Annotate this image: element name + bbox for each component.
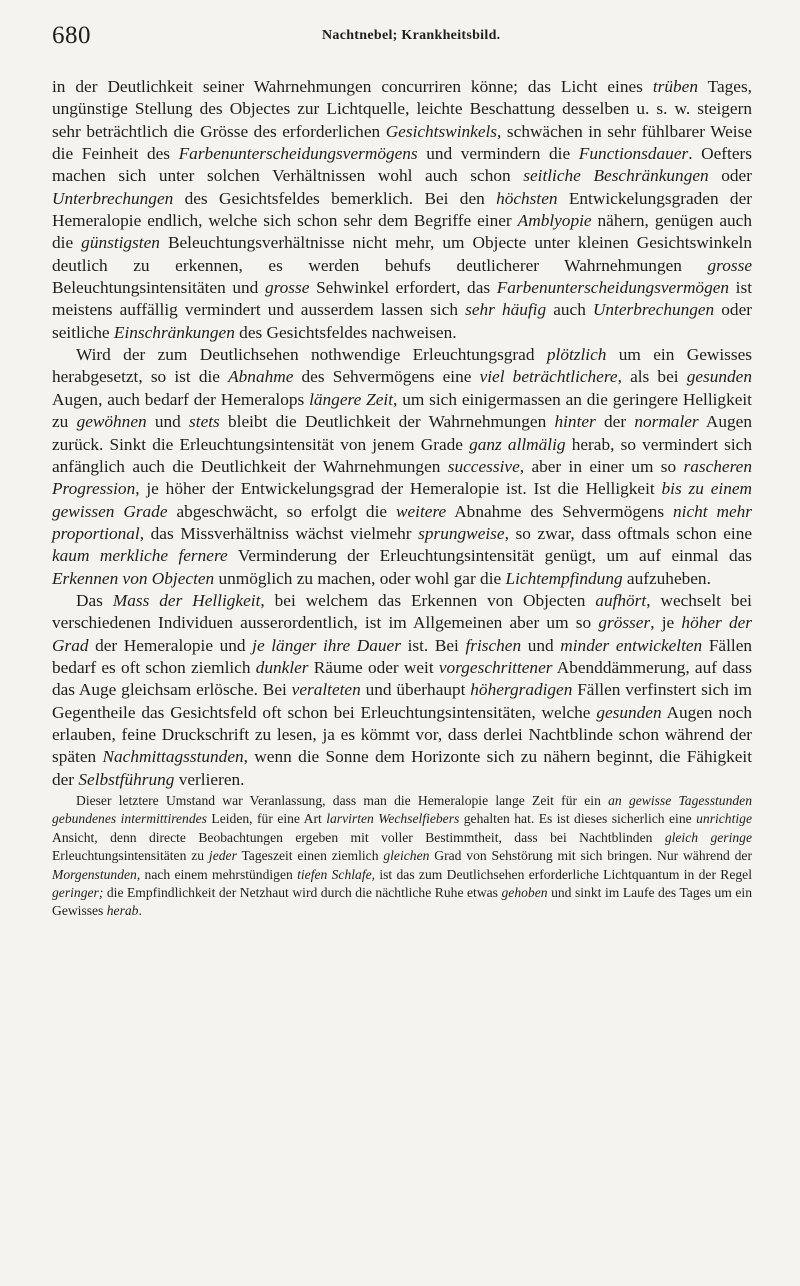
- text-run: Verminderung der Erleuchtungsintensität genügt, um auf einmal das: [227, 546, 752, 566]
- italic-run: gehoben: [501, 885, 548, 901]
- italic-run: günstigsten: [81, 233, 160, 253]
- italic-run: Selbstführung: [78, 769, 175, 789]
- italic-run: höher der Grad: [52, 613, 752, 655]
- paragraph: [52, 590, 752, 791]
- text-run: nähern, genügen auch die: [52, 211, 752, 253]
- text-run: ist. Bei: [400, 635, 466, 655]
- body-text: [52, 76, 752, 921]
- italic-run: Nachmittagsstunden: [102, 747, 244, 767]
- italic-run: ganz allmälig: [469, 434, 566, 454]
- italic-run: Functionsdauer: [578, 144, 689, 164]
- text-run: , bei welchem das Erkennen von Objecten: [260, 590, 596, 610]
- italic-run: grösser: [598, 613, 651, 633]
- italic-run: Abnahme: [228, 367, 294, 387]
- text-run: verlieren.: [174, 769, 245, 789]
- italic-run: nicht mehr proportional: [52, 501, 753, 543]
- text-run: Sehwinkel erfordert, das: [309, 278, 497, 298]
- italic-run: rascheren Progression: [52, 456, 752, 499]
- text-run: , je höher der Entwickelungsgrad der Hemeralopie ist. Ist die Helligkeit: [135, 479, 662, 499]
- italic-run: sprungweise: [418, 523, 505, 543]
- italic-run: herab: [106, 903, 139, 919]
- text-run: um ein Gewisses herabgesetzt, so ist die: [52, 345, 752, 387]
- text-run: und vermindern die: [417, 144, 579, 164]
- italic-run: veralteten: [291, 680, 361, 700]
- text-run: Leiden, für eine Art: [206, 811, 327, 827]
- footnote-paragraph: [52, 792, 752, 921]
- italic-run: an gewisse Tagesstunden gebundenes intermittirendes: [52, 793, 752, 827]
- italic-run: minder entwickelten: [560, 635, 703, 655]
- text-run: auch: [546, 300, 593, 320]
- text-run: Erleuchtungsintensitäten zu: [52, 848, 209, 864]
- text-run: Grad von Sehstörung mit sich bringen. Nur während der: [429, 848, 752, 864]
- text-run: , um sich einigermassen an die geringere Helligkeit zu: [52, 389, 752, 432]
- italic-run: tiefen Schlafe: [297, 866, 372, 882]
- italic-run: Farbenunterscheidungsvermögen: [496, 278, 730, 298]
- text-run: Abenddämmerung, auf dass das Auge gleichsam erlösche. Bei: [52, 657, 752, 700]
- text-run: Beleuchtungsintensitäten und: [52, 278, 265, 298]
- text-run: .: [138, 903, 142, 919]
- text-run: herab, so vermindert sich anfänglich auch die Deutlichkeit der Wahrnehmungen: [52, 434, 752, 476]
- italic-run: sehr häufig: [465, 300, 547, 320]
- text-run: , wechselt bei verschiedenen Individuen ausserordentlich, ist im Allgemeinen aber um so: [52, 590, 752, 633]
- text-run: , als bei: [617, 367, 687, 387]
- text-run: Augen, auch bedarf der Hemeralops: [52, 389, 310, 409]
- italic-run: bis zu einem gewissen Grade: [52, 479, 753, 521]
- page-number: 680: [52, 22, 91, 49]
- italic-run: frischen: [465, 635, 522, 655]
- italic-run: Morgenstunden: [52, 866, 137, 882]
- paragraph: [52, 344, 752, 590]
- italic-run: gesunden: [686, 367, 752, 387]
- text-run: Ansicht, denn directe Beobachtungen ergeben mit voller Bestimmtheit, dass bei Nachtblinden: [52, 829, 665, 845]
- text-run: unmöglich zu machen, oder wohl gar die: [214, 568, 506, 588]
- italic-run: hinter: [554, 412, 596, 432]
- italic-run: Amblyopie: [517, 211, 592, 231]
- text-run: Tageszeit einen ziemlich: [236, 848, 384, 864]
- italic-run: successive: [447, 456, 520, 476]
- text-run: Wird der zum Deutlichsehen nothwendige Erleuchtungsgrad: [76, 345, 547, 365]
- italic-run: Einschränkungen: [113, 322, 235, 342]
- italic-run: plötzlich: [546, 345, 607, 365]
- text-run: Fällen verfinstert sich im Gegentheile das Gesichtsfeld oft schon bei Erleuchtungsintensitäten, welche: [52, 680, 752, 722]
- italic-run: Erkennen von Objecten: [52, 568, 215, 588]
- italic-run: kaum merkliche fernere: [52, 546, 228, 566]
- italic-run: trüben: [652, 77, 698, 96]
- text-run: , aber in einer um so: [519, 456, 684, 476]
- text-run: Dieser letztere Umstand war Veranlassung, dass man die Hemeralopie lange Zeit für ein: [76, 793, 609, 808]
- italic-run: Farbenunterscheidungsvermögens: [178, 144, 418, 164]
- text-run: , je: [650, 613, 682, 633]
- text-run: , so zwar, dass oftmals schon eine: [504, 523, 753, 543]
- text-run: des Gesichtsfeldes bemerklich. Bei den: [173, 188, 497, 208]
- text-run: und sinkt im Laufe des Tages um ein Gewisses: [52, 885, 752, 919]
- text-run: aufzuheben.: [622, 568, 711, 588]
- italic-run: Gesichtswinkels: [385, 121, 498, 141]
- italic-run: seitliche Beschränkungen: [523, 166, 709, 186]
- text-run: des Sehvermögens eine: [293, 367, 480, 387]
- italic-run: weitere: [395, 501, 447, 521]
- italic-run: Unterbrechungen: [592, 300, 715, 320]
- text-run: , schwächen in sehr fühlbarer Weise die Feinheit des: [52, 121, 752, 164]
- text-run: in der Deutlichkeit seiner Wahrnehmungen concurriren könne; das Licht eines: [52, 77, 653, 96]
- paragraph: [52, 76, 752, 344]
- text-run: oder seitliche: [52, 300, 753, 342]
- text-run: der: [595, 412, 635, 432]
- italic-run: gleich geringe: [664, 829, 752, 845]
- text-run: des Gesichtsfeldes nachweisen.: [234, 322, 457, 342]
- italic-run: gesunden: [596, 702, 662, 722]
- italic-run: jeder: [208, 848, 237, 864]
- text-run: Tages, ungünstige Stellung des Objectes zur Lichtquelle, leichte Beschattung desselben u. s. w. steigern sehr beträchtlich die Grösse des erforderlichen: [52, 77, 752, 141]
- text-run: und überhaupt: [360, 680, 471, 700]
- text-run: gehalten hat. Es ist dieses sicherlich eine: [459, 811, 697, 827]
- italic-run: unrichtige: [696, 811, 752, 827]
- text-run: , wenn die Sonne dem Horizonte sich zu nähern beginnt, die Fähigkeit der: [52, 747, 753, 789]
- italic-run: geringer;: [52, 885, 104, 901]
- text-run: Beleuchtungsverhältnisse nicht mehr, um Objecte unter kleinen Gesichtswinkeln deutlich zu erkennen, es werden behufs deutlicherer Wahrnehmungen: [52, 233, 752, 275]
- text-run: Das: [76, 590, 113, 610]
- italic-run: grosse: [707, 255, 752, 275]
- italic-run: höchsten: [496, 188, 558, 208]
- text-run: oder: [708, 166, 752, 186]
- text-run: , ist das zum Deutlichsehen erforderliche Lichtquantum in der Regel: [371, 866, 752, 882]
- text-run: der Hemeralopie und: [88, 635, 253, 655]
- italic-run: normaler: [634, 412, 699, 432]
- italic-run: Unterbrechungen: [52, 188, 174, 208]
- italic-run: stets: [189, 412, 220, 432]
- italic-run: gewöhnen: [76, 412, 147, 432]
- text-run: bleibt die Deutlichkeit der Wahrnehmungen: [219, 412, 555, 432]
- text-run: , nach einem mehrstündigen: [136, 866, 298, 882]
- italic-run: längere Zeit: [309, 389, 393, 409]
- italic-run: viel beträchtlichere: [479, 367, 618, 387]
- text-run: und: [146, 412, 190, 432]
- text-run: ist meistens auffällig vermindert und ausserdem lassen sich: [52, 278, 752, 320]
- text-run: Entwickelungsgraden der Hemeralopie endlich, welche sich schon sehr dem Begriffe einer: [52, 188, 752, 231]
- italic-run: vorgeschrittener: [438, 657, 553, 677]
- text-run: Augen noch erlauben, feine Druckschrift zu lesen, ja es kömmt vor, dass derlei Nachtblinde schon während der späten: [52, 702, 752, 767]
- text-run: Räume oder weit: [308, 657, 439, 677]
- italic-run: grosse: [264, 278, 310, 298]
- italic-run: Lichtempfindung: [505, 568, 623, 588]
- text-run: abgeschwächt, so erfolgt die: [167, 501, 396, 521]
- italic-run: gleichen: [383, 848, 430, 864]
- running-title: Nachtnebel; Krankheitsbild.: [322, 28, 501, 43]
- text-run: Augen zurück. Sinkt die Erleuchtungsintensität von jenem Grade: [52, 412, 752, 454]
- italic-run: höhergradigen: [470, 680, 573, 700]
- italic-run: aufhört: [595, 590, 647, 610]
- text-run: . Oefters machen sich unter solchen Verhältnissen wohl auch schon: [52, 144, 753, 186]
- italic-run: je länger ihre Dauer: [252, 635, 401, 655]
- text-run: Fällen bedarf es oft schon ziemlich: [52, 635, 753, 677]
- text-run: die Empfindlichkeit der Netzhaut wird durch die nächtliche Ruhe etwas: [103, 885, 502, 901]
- text-run: Abnahme des Sehvermögens: [446, 501, 673, 521]
- italic-run: larvirten Wechselfiebers: [326, 811, 460, 827]
- italic-run: Mass der Helligkeit: [112, 590, 261, 610]
- text-run: , das Missverhältniss wächst vielmehr: [139, 523, 419, 543]
- text-run: und: [521, 635, 561, 655]
- running-head: [52, 22, 752, 52]
- italic-run: dunkler: [255, 657, 309, 677]
